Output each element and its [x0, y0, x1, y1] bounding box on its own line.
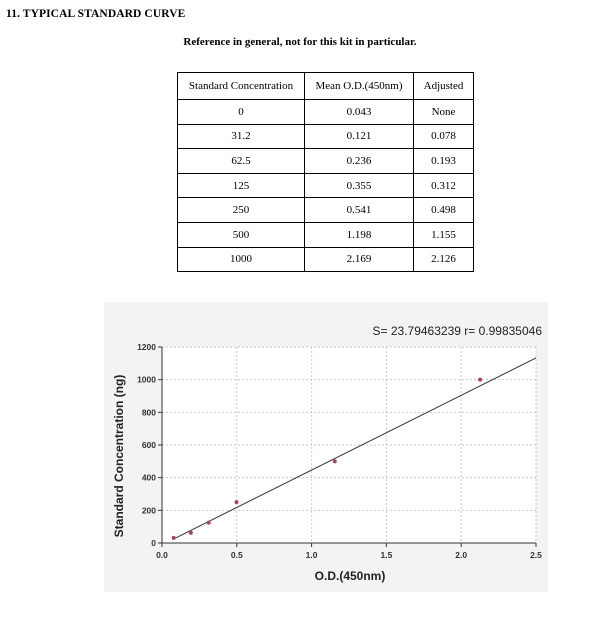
table-row [178, 100, 474, 125]
cell-adjusted: 2.126 [414, 247, 474, 272]
cell-adjusted: 0.312 [414, 173, 474, 198]
table-row [178, 124, 474, 149]
table-row [178, 149, 474, 174]
cell-concentration: 0 [178, 100, 305, 125]
data-point [235, 500, 239, 504]
standard-table [177, 72, 474, 272]
section-title: 11. TYPICAL STANDARD CURVE [6, 8, 186, 20]
data-point [207, 521, 211, 525]
y-tick-label: 600 [141, 440, 156, 450]
cell-adjusted: 0.078 [414, 124, 474, 149]
table-row [178, 173, 474, 198]
cell-mean-od: 0.355 [305, 173, 414, 198]
y-tick-label: 200 [141, 505, 156, 516]
x-axis-label: O.D.(450nm) [314, 569, 386, 583]
x-tick-label: 0.5 [230, 550, 243, 560]
data-point [189, 531, 193, 535]
standard-curve-chart [104, 302, 548, 592]
y-tick-label: 1000 [137, 374, 156, 385]
cell-concentration: 1000 [178, 247, 305, 272]
header-mean-od: Mean O.D.(450nm) [305, 73, 414, 100]
y-tick-label: 1200 [137, 342, 156, 352]
cell-concentration: 31.2 [178, 124, 305, 149]
x-tick-label: 1.5 [380, 550, 393, 560]
cell-adjusted: 0.498 [414, 198, 474, 223]
y-tick-label: 0 [151, 538, 156, 548]
data-point [478, 378, 482, 382]
cell-mean-od: 0.121 [305, 124, 414, 149]
cell-mean-od: 2.169 [305, 247, 414, 272]
y-tick-label: 800 [141, 407, 156, 418]
y-axis-label: Standard Concentration (ng) [112, 374, 126, 538]
x-tick-label: 2.0 [455, 550, 468, 560]
cell-concentration: 125 [178, 173, 305, 198]
cell-mean-od: 0.541 [305, 198, 414, 223]
cell-concentration: 500 [178, 222, 305, 247]
x-tick-label: 2.5 [530, 550, 542, 560]
cell-concentration: 250 [178, 198, 305, 223]
table-row [178, 222, 474, 247]
cell-mean-od: 0.043 [305, 100, 414, 125]
chart-svg [104, 302, 548, 592]
equation-label: S= 23.79463239 r= 0.99835046 [372, 324, 542, 338]
chart-grid [162, 347, 536, 543]
cell-concentration: 62.5 [178, 149, 305, 174]
x-tick-label: 1.0 [305, 550, 318, 560]
x-tick-label: 0.0 [156, 550, 168, 560]
data-point [333, 459, 337, 463]
cell-adjusted: 1.155 [414, 222, 474, 247]
data-point [172, 536, 176, 540]
reference-note: Reference in general, not for this kit in particular. [183, 36, 417, 48]
cell-adjusted: None [414, 100, 474, 125]
table-row [178, 198, 474, 223]
cell-mean-od: 0.236 [305, 149, 414, 174]
table-row [178, 247, 474, 272]
header-adjusted: Adjusted [414, 73, 474, 100]
header-standard-concentration: Standard Concentration [178, 73, 305, 100]
cell-mean-od: 1.198 [305, 222, 414, 247]
y-tick-label: 400 [141, 472, 156, 483]
table-header-row [178, 73, 474, 100]
cell-adjusted: 0.193 [414, 149, 474, 174]
